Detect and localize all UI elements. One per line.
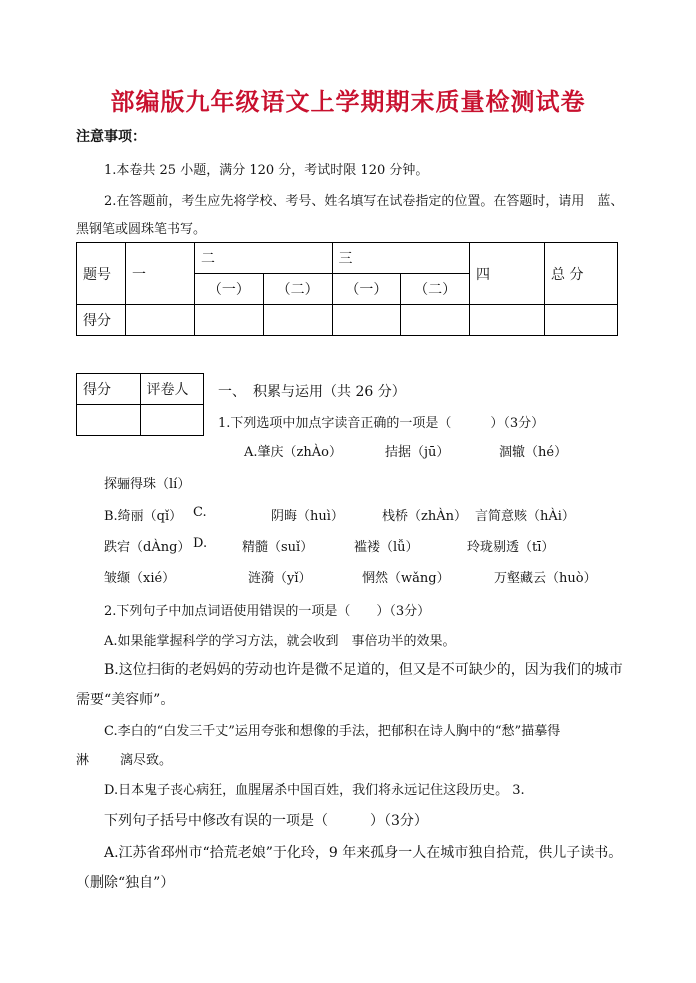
q2-option-b-line-1: B.这位扫街的老妈妈的劳动也许是微不足道的，但又是不可缺少的，因为我们的城市: [104, 662, 623, 678]
score-cell-2[interactable]: [195, 305, 264, 336]
q2-option-c-line-2a: 淋: [76, 753, 90, 768]
q1-option-c-label: C.: [193, 505, 207, 520]
q1-option-b-5: 跌宕（dÀng）: [104, 540, 191, 555]
score-cell-total[interactable]: [545, 305, 618, 336]
q1-option-b-8: 玲珑剔透（tī）: [467, 540, 555, 555]
score-cell-5[interactable]: [401, 305, 470, 336]
score-table-col-4: 四: [470, 243, 545, 305]
grader-table-score-label: 得分: [77, 374, 141, 405]
grader-table-grader-label: 评卷人: [140, 374, 204, 405]
q1-option-b-1: B.绮丽（qǐ）: [104, 509, 183, 524]
score-table-sub-4: （二）: [401, 274, 470, 305]
q1-option-b-11: 惘然（wǎng）: [362, 571, 450, 586]
q3-option-a-line-2: （删除“独自”）: [76, 875, 175, 891]
q1-option-a-3: 涸辙（hé）: [499, 445, 568, 460]
q1-option-b-4: 言简意赅（hÀi）: [475, 509, 575, 524]
notice-item-1: 1.本卷共 25 小题，满分 120 分，考试时限 120 分钟。: [104, 163, 429, 178]
q1-option-b-7: 褴褛（lǚ）: [354, 540, 419, 555]
q3-stem: 下列句子括号中修改有误的一项是（ ）（3分）: [104, 813, 428, 829]
grader-table: [76, 373, 204, 436]
q2-option-d: D.日本鬼子丧心病狂，血腥屠杀中国百姓，我们将永远记住这段历史。 3.: [104, 783, 525, 798]
notice-heading: 注意事项：: [76, 129, 146, 145]
score-table-sub-1: （一）: [195, 274, 264, 305]
q1-option-b-10: 涟漪（yǐ）: [248, 571, 312, 586]
score-table-col-1: 一: [126, 243, 195, 305]
score-cell-1[interactable]: [126, 305, 195, 336]
score-table-header-num: 题号: [77, 243, 126, 305]
q3-option-a-line-1: A.江苏省邳州市“拾荒老娘”于化玲，9 年来孤身一人在城市独自拾荒，供儿子读书。: [104, 845, 623, 861]
q2-option-c-line-2b: 漓尽致。: [120, 753, 173, 768]
q1-option-b-9: 皱缬（xié）: [104, 571, 176, 586]
q2-stem: 2.下列句子中加点词语使用错误的一项是（ ）（3分）: [104, 604, 431, 619]
notice-item-2-line-2: 黑钢笔或圆珠笔书写。: [76, 222, 207, 237]
notice-item-2-line-1: 2.在答题前，考生应先将学校、考号、姓名填写在试卷指定的位置。在答题时，请用 蓝、: [104, 194, 624, 209]
q2-option-a: A.如果能掌握科学的学习方法，就会收到 事倍功半的效果。: [104, 634, 456, 649]
section-1-heading: 一、 积累与运用（共 26 分）: [218, 384, 406, 400]
q1-option-b-6: 精髓（suǐ）: [242, 540, 314, 555]
score-table-sub-2: （二）: [263, 274, 332, 305]
q1-option-b-3: 栈桥（zhÀn）: [382, 509, 467, 524]
score-cell-4[interactable]: [332, 305, 401, 336]
score-table-row-score-label: 得分: [77, 305, 126, 336]
q1-option-b-12: 万壑藏云（huò）: [494, 571, 597, 586]
q2-option-b-line-2: 需要“美容师”。: [76, 692, 175, 708]
q1-option-a-2: 拮据（jū）: [385, 445, 450, 460]
exam-title: 部编版九年级语文上学期期末质量检测试卷: [110, 87, 586, 116]
score-table: [76, 242, 618, 336]
score-table-col-total: 总 分: [545, 243, 618, 305]
score-cell-3[interactable]: [263, 305, 332, 336]
q1-option-a-1: A.肇庆（zhÀo）: [244, 445, 342, 460]
q1-option-a-4: 探骊得珠（lí）: [104, 477, 191, 492]
q1-stem: 1.下列选项中加点字读音正确的一项是（ ）（3分）: [218, 416, 545, 431]
grader-name-cell[interactable]: [140, 405, 204, 436]
score-table-col-2: 二: [195, 243, 333, 274]
q2-option-c-line-1: C.李白的“白发三千丈”运用夸张和想像的手法，把郁积在诗人胸中的“愁”描摹得: [104, 724, 561, 739]
score-table-col-3: 三: [332, 243, 470, 274]
score-table-sub-3: （一）: [332, 274, 401, 305]
grader-score-cell[interactable]: [77, 405, 141, 436]
q1-option-d-label: D.: [193, 536, 208, 551]
score-cell-6[interactable]: [470, 305, 545, 336]
q1-option-b-2: 阴晦（huì）: [271, 509, 344, 524]
